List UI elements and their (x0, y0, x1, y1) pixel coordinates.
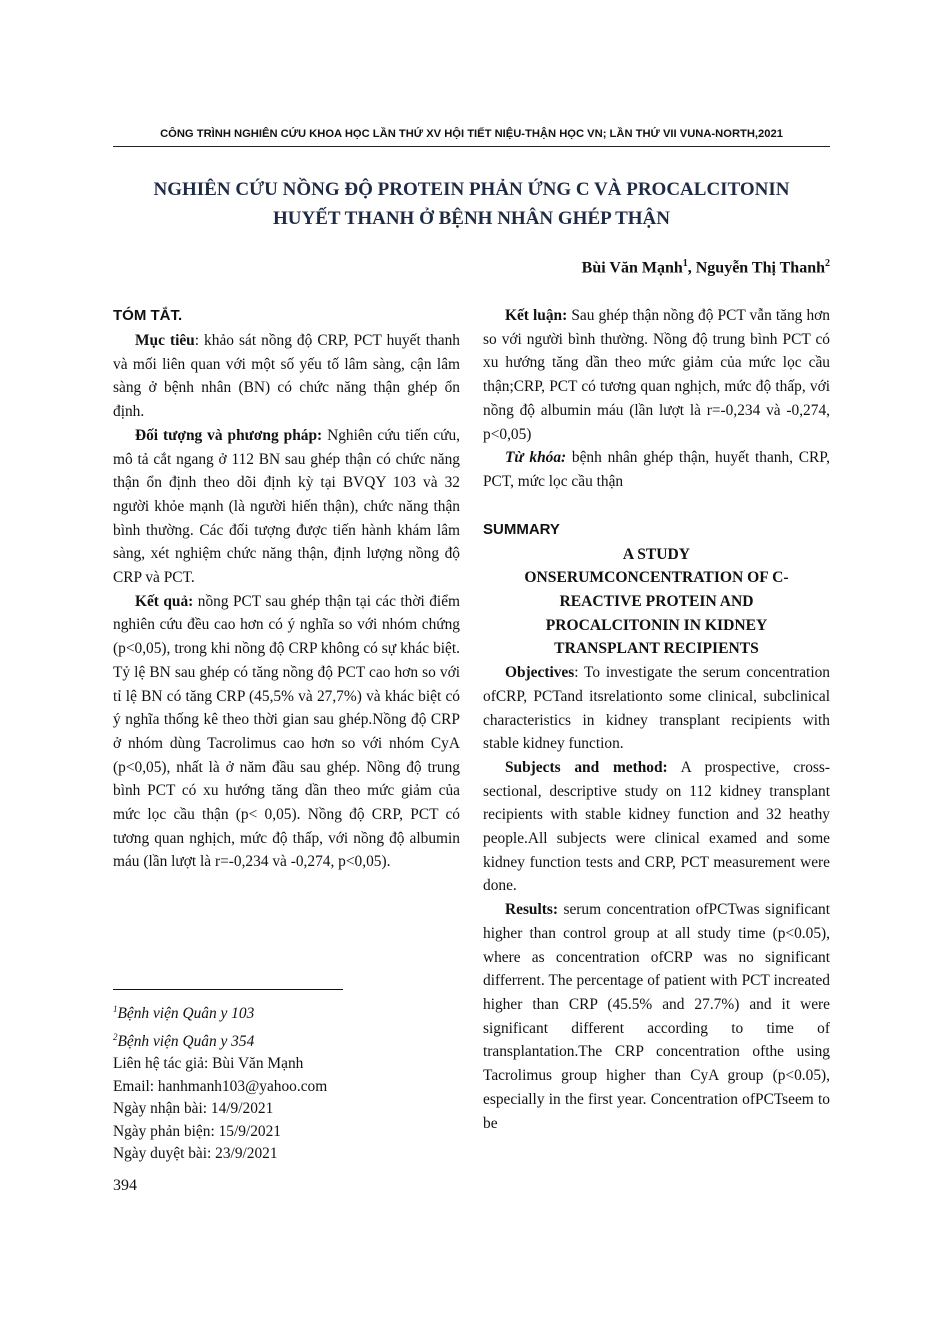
author-list (582, 258, 830, 277)
affiliation-marker: 2 (825, 258, 830, 269)
affiliation-marker: 1 (682, 258, 688, 269)
affiliation-marker: 1 (113, 1004, 118, 1014)
abstract-keywords (483, 446, 830, 493)
footnotes (113, 998, 327, 1166)
summary-subjects (483, 756, 830, 898)
page-number: 394 (113, 1177, 137, 1194)
section-heading: SUMMARY (483, 520, 560, 538)
article-title-line: HUYẾT THANH Ở BỆNH NHÂN GHÉP THẬN (273, 208, 670, 229)
affiliation-marker: 2 (113, 1031, 118, 1042)
paragraph-label: Objectives (505, 664, 575, 682)
paragraph-label: Mục tiêu (135, 332, 195, 349)
author-separator: , (687, 259, 696, 277)
paragraph-text: A prospective, cross-sectional, descriptive study on 112 kidney transplant recipients with stable kidney function and 32 heathy people.All subjects were clinical examed and some kidney function tests and CRP, PCT measurement were done. (483, 758, 830, 895)
paragraph-text: : To investigate the serum concentration ofCRP, PCTand itsrelationto some clinical, subclinical characteristics in kidney transplant recipients with stable kidney function. (483, 664, 830, 753)
abstract-conclusion (483, 304, 830, 446)
english-title-line: TRANSPLANT RECIPIENTS (554, 640, 759, 658)
abstract-method (113, 424, 460, 590)
article-title-line: NGHIÊN CỨU NỒNG ĐỘ PROTEIN PHẢN ỨNG C VÀ PROCALCITONIN (153, 179, 790, 200)
paragraph-text: nồng PCT sau ghép thận tại các thời điểm nghiên cứu đều cao hơn có ý nghĩa so với nhóm chứng (p<0,05), trong khi nồng độ CRP không có sự khác biệt. Tỷ lệ BN sau ghép có tăng nồng độ PCT cao hơn so với tỉ lệ BN có tăng CRP (45,5% và 27,7%) và khác biệt có ý nghĩa thống kê theo thời gian sau ghép.Nồng độ CRP ở nhóm dùng Tacrolimus cao hơn so với nhóm CyA (p<0,05), nhất là ở năm đầu sau ghép. Nồng độ trung bình PCT có xu hướng tăng dần theo mức giảm của mức lọc cầu thận (p< 0,05). Nồng độ CRP, PCT có tương quan nghịch, mức độ thấp, với nồng độ albumin máu (lần lượt là r=-0,234 và -0,274, p<0,05). (113, 592, 460, 871)
affiliation-text: Bệnh viện Quân y 103 (117, 1005, 255, 1023)
summary-objectives (483, 661, 830, 756)
affiliation-text: Bệnh viện Quân y 354 (117, 1032, 255, 1050)
summary-results (483, 898, 830, 1135)
paragraph-label: Từ khóa: (505, 449, 567, 467)
english-title-line: REACTIVE PROTEIN AND (559, 593, 754, 611)
paragraph-text: : khảo sát nồng độ CRP, PCT huyết thanh và mối liên quan với một số yếu tố lâm sàng, cận lâm sàng ở bệnh nhân (BN) có chức năng thận ghép ổn định. (113, 332, 461, 421)
header-rule (113, 146, 830, 147)
paragraph-text: serum concentration ofPCTwas significant higher than control group at all study time (p<0.05), where as concentration ofCRP was no significant differrent. The percentage of patient with PCT increated higher than CRP (45.5% and 27.7%) and it were significant different according to time of transplantation.The CRP concentration ofthe using Tacrolimus group higher than CyA group (p<0.05), especially in the first year. Concentration ofPCTseem to be (483, 901, 830, 1132)
paragraph-label: Đối tượng và phương pháp: (135, 426, 323, 444)
affiliation-note (113, 1026, 327, 1054)
paragraph-text: Sau ghép thận nồng độ PCT vẫn tăng hơn so với người bình thường. Nồng độ trung bình PCT có xu hướng tăng dần theo mức giảm của mức lọc cầu thận;CRP, PCT có tương quan nghịch, mức độ thấp, với nồng độ albumin máu (lần lượt là r=-0,234 và -0,274, p<0,05) (483, 307, 830, 443)
abstract-results (113, 590, 460, 874)
contact-author: Liên hệ tác giả: Bùi Văn Mạnh (113, 1055, 304, 1073)
affiliation-note (113, 998, 327, 1026)
english-title-line: A STUDY (622, 545, 691, 563)
running-header: CÔNG TRÌNH NGHIÊN CỨU KHOA HỌC LẦN THỨ XV HỘI TIẾT NIỆU-THẬN HỌC VN; LẦN THỨ VII VUNA-NORTH,2021 (160, 128, 783, 140)
section-heading: TÓM TẮT. (113, 307, 183, 324)
date-received: Ngày nhận bài: 14/9/2021 (113, 1100, 274, 1118)
paragraph-label: Kết luận: (505, 307, 568, 324)
date-reviewed: Ngày phản biện: 15/9/2021 (113, 1122, 281, 1140)
paragraph-text: bệnh nhân ghép thận, huyết thanh, CRP, PCT, mức lọc cầu thận (483, 449, 830, 490)
paragraph-label: Subjects and method: (505, 758, 668, 776)
footnote-rule (113, 989, 343, 990)
date-accepted: Ngày duyệt bài: 23/9/2021 (113, 1145, 278, 1163)
english-title (483, 543, 830, 662)
paragraph-label: Kết quả: (135, 592, 194, 610)
paragraph-text: Nghiên cứu tiến cứu, mô tả cắt ngang ở 112 BN sau ghép thận có chức năng thận ổn định theo dõi định kỳ tại BVQY 103 và 32 người khỏe mạnh (là người hiến thận), chức năng thận bình thường. Các đối tượng được tiến hành khám lâm sàng, xét nghiệm chức năng thận, định lượng nồng độ CRP và PCT. (113, 426, 460, 587)
contact-email: Email: hanhmanh103@yahoo.com (113, 1077, 328, 1095)
article-title (113, 175, 830, 233)
paragraph-label: Results: (505, 901, 559, 919)
english-title-line: ONSERUMCONCENTRATION OF C- (524, 569, 789, 587)
author-name: Bùi Văn Mạnh (581, 259, 683, 277)
abstract-vietnamese (113, 304, 460, 874)
english-title-line: PROCALCITONIN IN KIDNEY (545, 616, 768, 634)
abstract-objective (113, 329, 460, 424)
author-name: Nguyễn Thị Thanh (695, 259, 825, 277)
abstract-continued-and-summary (483, 304, 830, 1135)
